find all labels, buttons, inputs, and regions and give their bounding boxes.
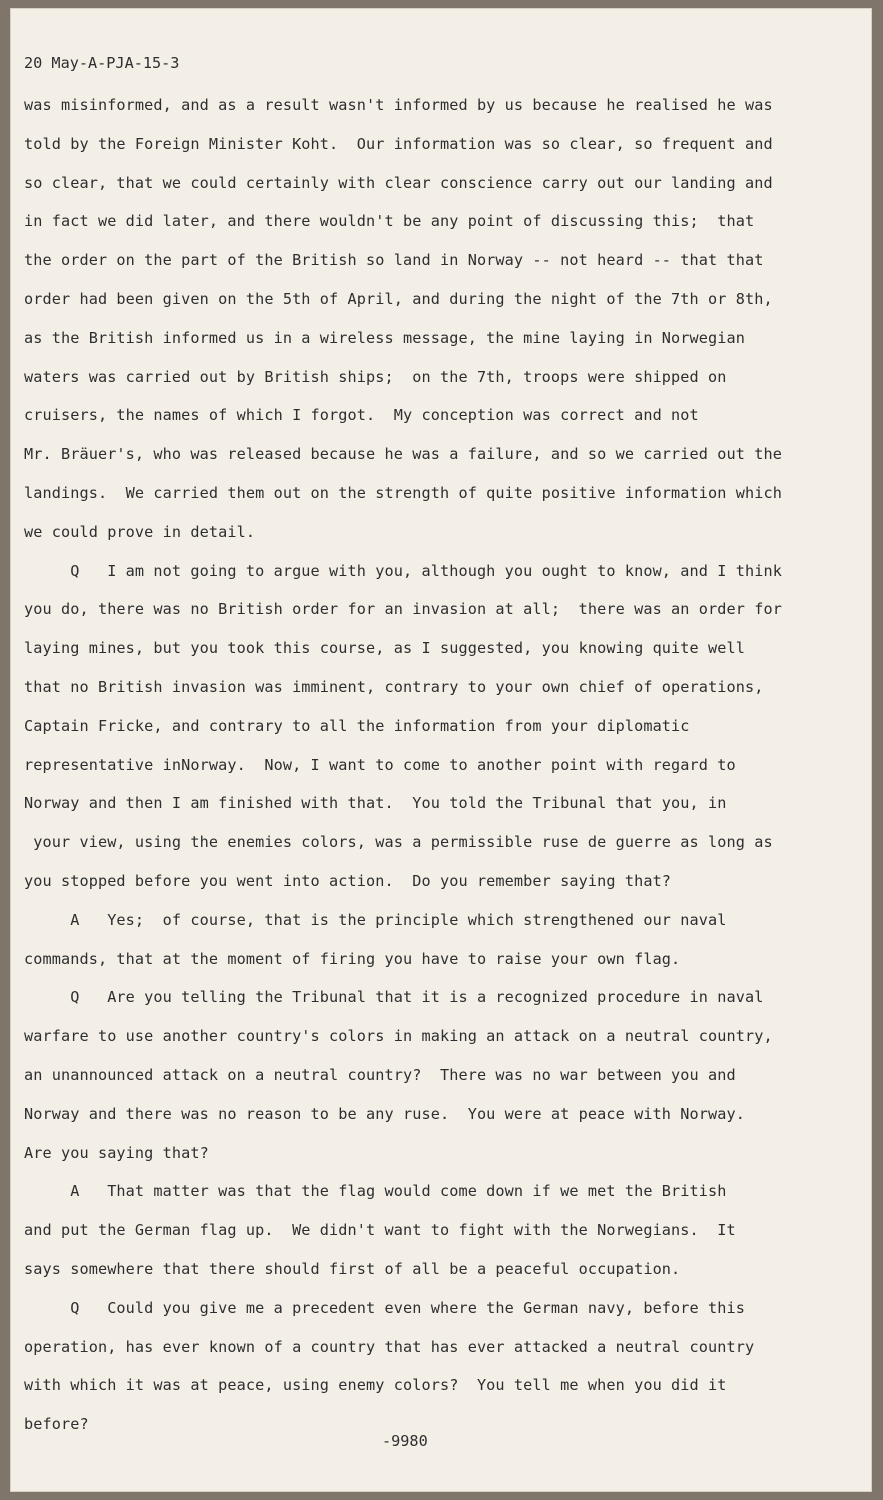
- transcript-line: was misinformed, and as a result wasn't informed by us because he realised he was: [24, 96, 773, 114]
- transcript-line: Norway and there was no reason to be any ruse. You were at peace with Norway.: [24, 1104, 746, 1123]
- transcript-line: an unannounced attack on a neutral country? There was no war between you and: [24, 1065, 736, 1084]
- transcript-line: order had been given on the 5th of April, and during the night of the 7th or 8th,: [24, 289, 773, 308]
- transcript-line: with which it was at peace, using enemy colors? You tell me when you did it: [24, 1376, 727, 1395]
- transcript-line: laying mines, but you took this course, as I suggested, you knowing quite well: [24, 639, 746, 658]
- transcript-line: Mr. Bräuer's, who was released because he was a failure, and so we carried out the: [24, 445, 782, 464]
- transcript-line: landings. We carried them out on the strength of quite positive information which: [24, 483, 782, 502]
- transcript-line: in fact we did later, and there wouldn't be any point of discussing this; that: [24, 212, 755, 231]
- transcript-line: as the British informed us in a wireless message, the mine laying in Norwegian: [24, 328, 746, 347]
- transcript-line: cruisers, the names of which I forgot. My conception was correct and not: [24, 406, 699, 425]
- transcript-line: your view, using the enemies colors, was a permissible ruse de guerre as long as: [24, 833, 773, 852]
- transcript-line: before?: [24, 1415, 89, 1434]
- transcript-line: you stopped before you went into action. Do you remember saying that?: [24, 871, 672, 890]
- transcript-line: representative inNorway. Now, I want to come to another point with regard to: [24, 755, 736, 774]
- transcript-line: Norway and then I am finished with that. You told the Tribunal that you, in: [24, 794, 727, 813]
- transcript-line: says somewhere that there should first of all be a peaceful occupation.: [24, 1259, 681, 1278]
- transcript-line: Are you saying that?: [24, 1143, 209, 1162]
- document-page: [10, 8, 872, 1492]
- transcript-line: Q I am not going to argue with you, although you ought to know, and I think: [24, 561, 782, 580]
- transcript-line: commands, that at the moment of firing you have to raise your own flag.: [24, 949, 681, 968]
- transcript-line: we could prove in detail.: [24, 522, 256, 541]
- transcript-line: Captain Fricke, and contrary to all the information from your diplomatic: [24, 716, 690, 735]
- transcript-body: [24, 86, 824, 1444]
- transcript-line: you do, there was no British order for an invasion at all; there was an order for: [24, 600, 782, 619]
- transcript-line: so clear, that we could certainly with clear conscience carry out our landing and: [24, 173, 773, 192]
- transcript-line: waters was carried out by British ships; on the 7th, troops were shipped on: [24, 367, 727, 386]
- transcript-line: Q Are you telling the Tribunal that it is a recognized procedure in naval: [24, 988, 764, 1007]
- transcript-line: Q Could you give me a precedent even where the German navy, before this: [24, 1298, 746, 1317]
- transcript-line: that no British invasion was imminent, contrary to your own chief of operations,: [24, 677, 764, 696]
- transcript-line: A That matter was that the flag would come down if we met the British: [24, 1182, 727, 1201]
- page-number: -9980: [382, 1432, 428, 1450]
- transcript-line: warfare to use another country's colors in making an attack on a neutral country,: [24, 1027, 773, 1046]
- transcript-line: and put the German flag up. We didn't want to fight with the Norwegians. It: [24, 1221, 736, 1240]
- transcript-line: operation, has ever known of a country that has ever attacked a neutral country: [24, 1337, 755, 1356]
- transcript-line: the order on the part of the British so land in Norway -- not heard -- that that: [24, 251, 764, 270]
- transcript-line: told by the Foreign Minister Koht. Our information was so clear, so frequent and: [24, 134, 773, 153]
- document-reference: 20 May-A-PJA-15-3: [24, 54, 180, 72]
- transcript-line: A Yes; of course, that is the principle which strengthened our naval: [24, 910, 727, 929]
